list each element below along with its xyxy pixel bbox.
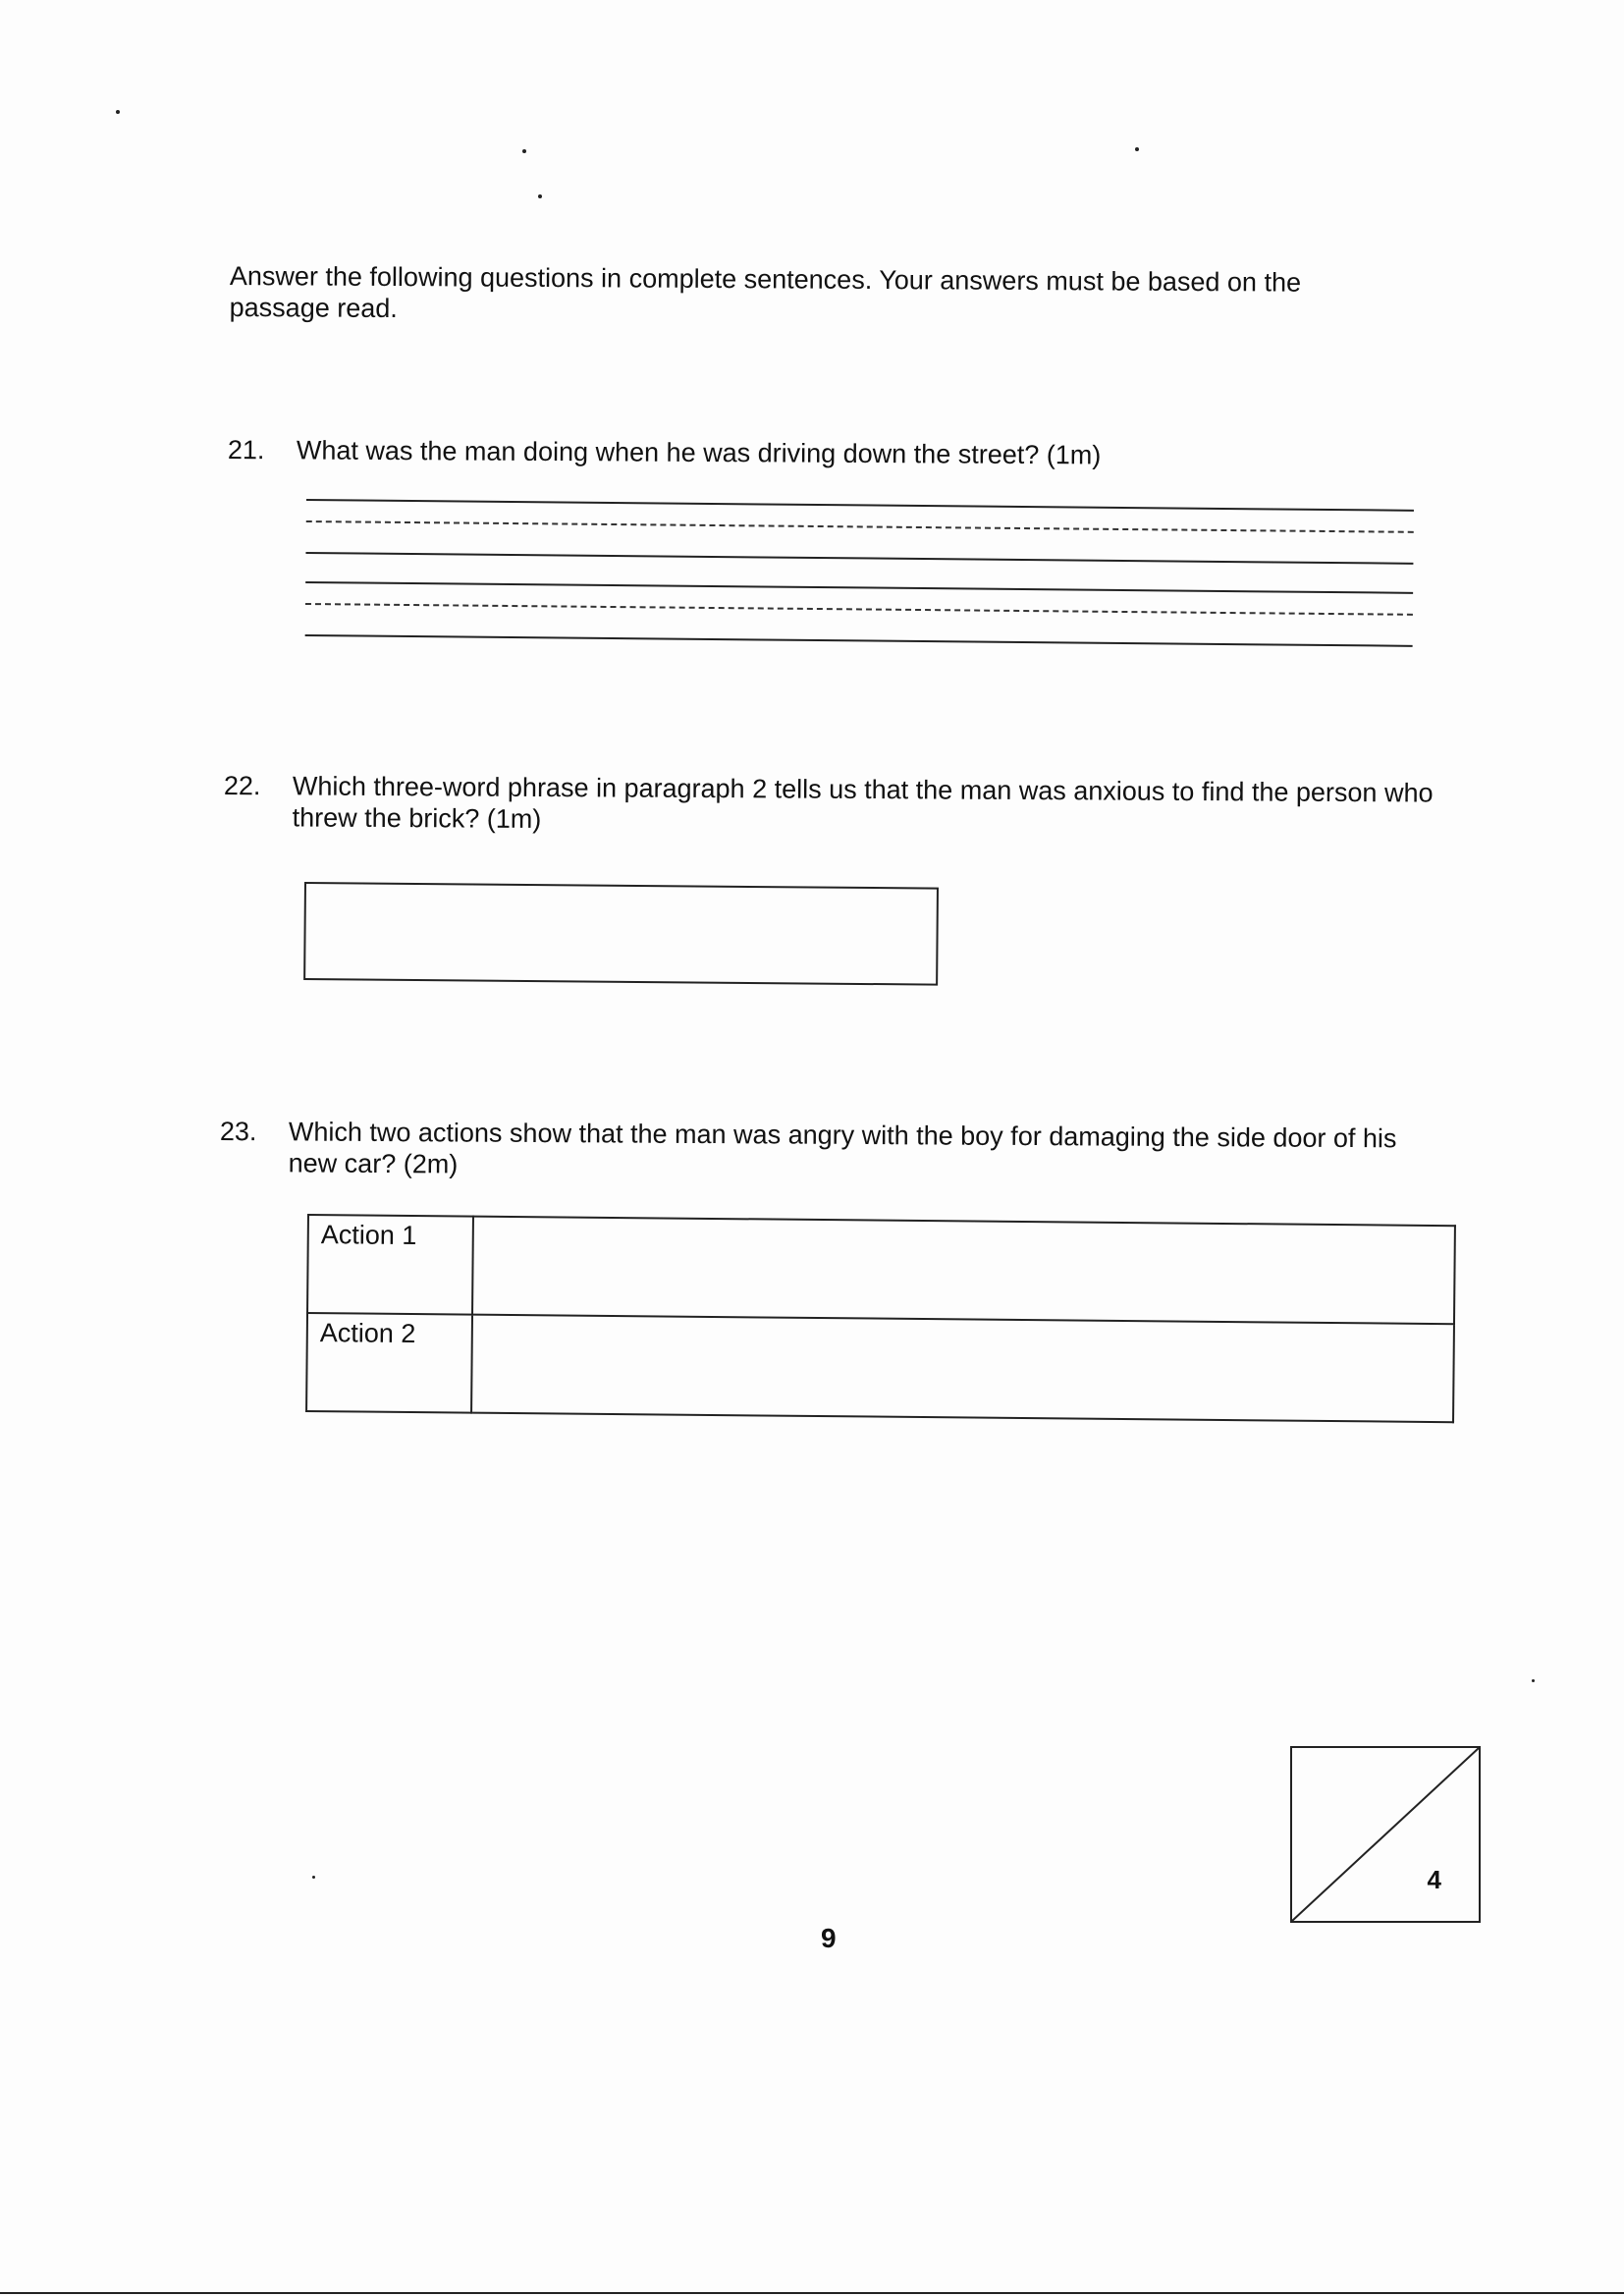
action-1-answer-cell[interactable]	[472, 1217, 1455, 1325]
answer-line[interactable]	[305, 634, 1413, 647]
scan-speck	[538, 194, 542, 198]
question-number: 22.	[223, 771, 261, 801]
scan-speck	[1532, 1679, 1535, 1682]
answer-line[interactable]	[305, 581, 1413, 594]
action-1-label: Action 1	[307, 1215, 473, 1315]
question-21	[227, 434, 1455, 470]
question-number: 21.	[227, 434, 265, 465]
scan-speck	[522, 149, 526, 153]
answer-line[interactable]	[306, 499, 1414, 512]
answer-line[interactable]	[306, 520, 1414, 533]
answer-lines-21[interactable]	[304, 499, 1413, 667]
marks-box	[1290, 1746, 1481, 1923]
action-2-answer-cell[interactable]	[471, 1315, 1454, 1423]
answer-line[interactable]	[305, 603, 1413, 616]
question-23	[219, 1116, 1477, 1179]
question-number: 23.	[219, 1117, 257, 1147]
scan-speck	[1135, 147, 1139, 151]
marks-total: 4	[1427, 1865, 1441, 1894]
table-row	[307, 1215, 1455, 1324]
answer-box-22[interactable]	[303, 882, 939, 986]
scan-speck	[312, 1876, 315, 1879]
scan-speck	[116, 110, 120, 114]
question-text: Which three-word phrase in paragraph 2 tells us that the man was anxious to find the person who threw the brick? (1m)	[292, 771, 1434, 834]
instructions-text: Answer the following questions in complete sentences. Your answers must be based on the passage read.	[229, 260, 1302, 324]
bottom-divider	[0, 2292, 1624, 2294]
question-text: What was the man doing when he was driving down the street? (1m)	[296, 435, 1102, 470]
question-text: Which two actions show that the man was angry with the boy for damaging the side door of his new car? (2m)	[288, 1117, 1397, 1179]
marks-diagonal-icon	[1292, 1748, 1479, 1921]
question-22	[223, 770, 1451, 834]
answer-line[interactable]	[305, 552, 1413, 565]
table-row	[306, 1313, 1454, 1422]
action-2-label: Action 2	[306, 1313, 472, 1413]
page-number: 9	[821, 1923, 837, 1953]
actions-table	[305, 1214, 1456, 1423]
